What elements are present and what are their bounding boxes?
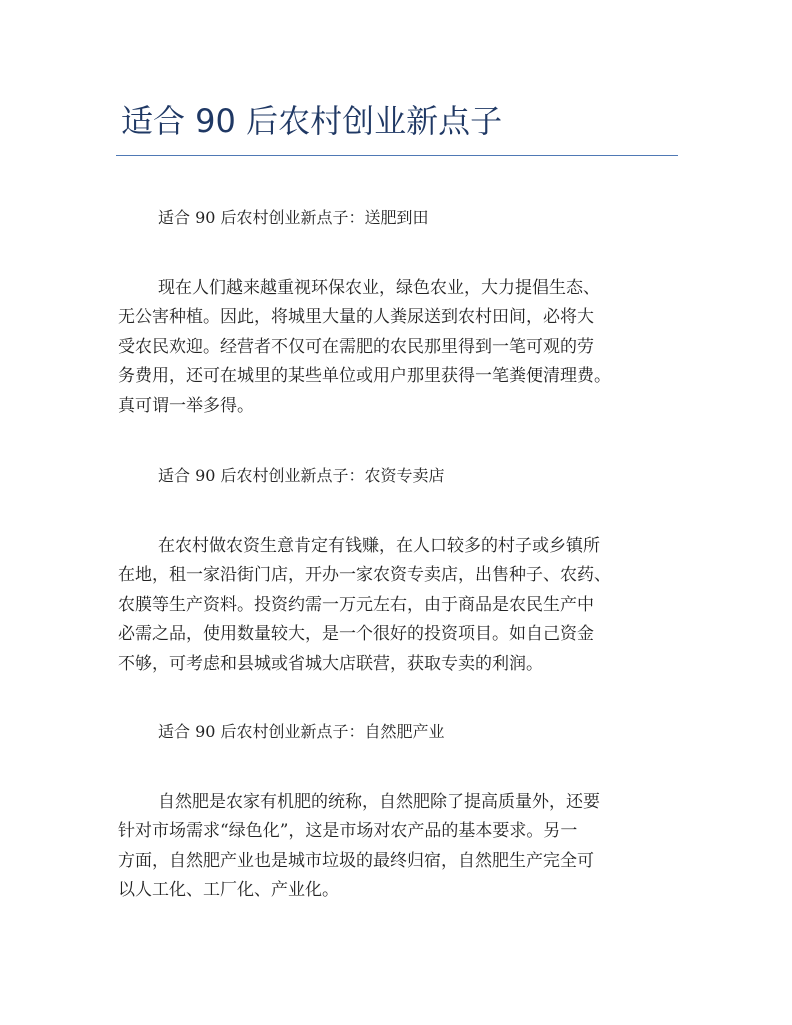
paragraph-line: 自然肥是农家有机肥的统称，自然肥除了提高质量外，还要 <box>158 792 600 812</box>
section-heading-3: 适合 90 后农村创业新点子：自然肥产业 <box>158 722 445 741</box>
paragraph-line: 针对市场需求“绿色化”，这是市场对农产品的基本要求。另一 <box>118 821 578 842</box>
paragraph-line: 农膜等生产资料。投资约需一万元左右，由于商品是农民生产中 <box>118 594 594 615</box>
section-body-2 <box>118 532 678 679</box>
section-heading-2: 适合 90 后农村创业新点子：农资专卖店 <box>158 466 445 485</box>
paragraph-line: 真可谓一举多得。 <box>118 395 254 416</box>
section-body-3 <box>118 788 678 906</box>
section-body-1 <box>118 274 678 421</box>
section-heading-1: 适合 90 后农村创业新点子：送肥到田 <box>158 208 429 227</box>
paragraph-line: 受农民欢迎。经营者不仅可在需肥的农民那里得到一笔可观的劳 <box>118 336 594 357</box>
paragraph-line: 不够，可考虑和县城或省城大店联营，获取专卖的利润。 <box>118 653 543 674</box>
paragraph-line: 方面，自然肥产业也是城市垃圾的最终归宿，自然肥生产完全可 <box>118 850 594 871</box>
paragraph-line: 现在人们越来越重视环保农业，绿色农业，大力提倡生态、 <box>158 278 600 298</box>
document-title: 适合 90 后农村创业新点子 <box>121 102 503 140</box>
paragraph-line: 无公害种植。因此，将城里大量的人粪尿送到农村田间，必将大 <box>118 307 594 328</box>
paragraph-line: 在地，租一家沿街门店，开办一家农资专卖店，出售种子、农药、 <box>118 565 611 586</box>
title-underline-rule <box>116 155 678 156</box>
paragraph-line: 在农村做农资生意肯定有钱赚，在人口较多的村子或乡镇所 <box>158 536 600 556</box>
paragraph-line: 必需之品，使用数量较大，是一个很好的投资项目。如自己资金 <box>118 624 594 645</box>
paragraph-line: 以人工化、工厂化、产业化。 <box>118 880 339 901</box>
paragraph-line: 务费用，还可在城里的某些单位或用户那里获得一笔粪便清理费。 <box>118 366 611 387</box>
